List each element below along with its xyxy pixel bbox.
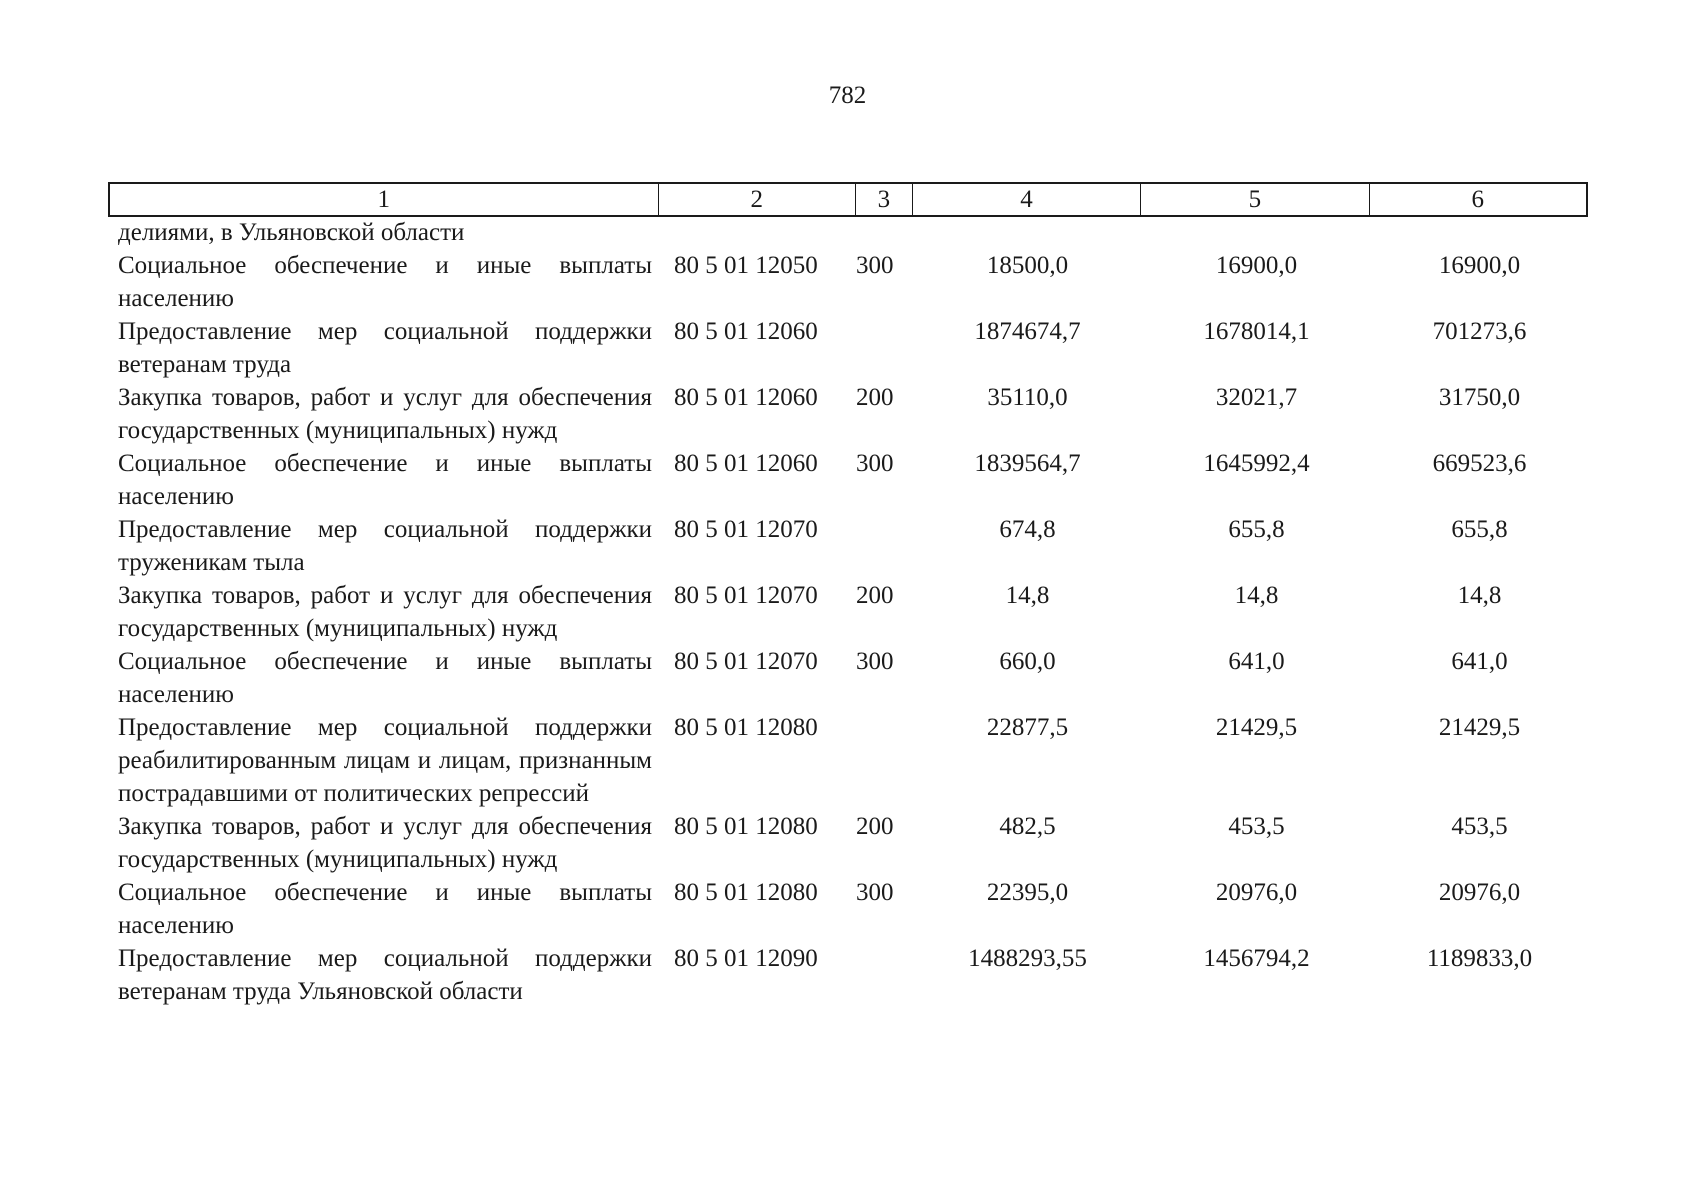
table-row	[108, 249, 1588, 315]
header-col-6: 6	[1471, 186, 1485, 213]
row-description: Социальное обеспечение и иные выплаты населению	[118, 879, 652, 939]
continuation-text: делиями, в Ульяновской области	[118, 219, 465, 246]
table-row	[108, 579, 1588, 645]
row-value-col-4: 14,8	[1005, 582, 1050, 609]
table-row	[108, 810, 1588, 876]
header-col-1: 1	[110, 184, 659, 215]
row-value-col-6: 641,0	[1451, 648, 1508, 675]
header-col-5: 5	[1141, 184, 1369, 215]
header-col-2: 2	[659, 184, 856, 215]
table-row	[108, 645, 1588, 711]
row-value-col-4: 35110,0	[987, 384, 1068, 411]
table-row	[108, 381, 1588, 447]
page-number: 782	[828, 82, 867, 109]
row-target-code: 80 5 01 12060	[674, 318, 818, 345]
row-expense-type: 200	[856, 582, 894, 609]
row-value-col-5: 32021,7	[1215, 384, 1298, 411]
table-row	[108, 942, 1588, 1008]
row-description: Предоставление мер социальной поддержки реабилитированным лицам и лицам, признанным пострадавшими от политических репрессий	[118, 714, 652, 807]
header-col-3: 3	[856, 184, 913, 215]
row-value-col-6: 31750,0	[1438, 384, 1521, 411]
row-value-col-6: 14,8	[1457, 582, 1502, 609]
row-value-col-5: 641,0	[1228, 648, 1285, 675]
row-value-col-6: 1189833,0	[1426, 945, 1533, 972]
row-expense-type: 300	[856, 450, 894, 477]
row-value-col-5: 1456794,2	[1203, 945, 1310, 972]
row-value-col-6: 21429,5	[1438, 714, 1521, 741]
row-value-col-4: 660,0	[999, 648, 1056, 675]
row-value-col-5: 655,8	[1228, 516, 1285, 543]
row-value-col-4: 22395,0	[986, 879, 1069, 906]
row-value-col-5: 16900,0	[1215, 252, 1298, 279]
row-value-col-5: 1678014,1	[1203, 318, 1310, 345]
table-row	[108, 315, 1588, 381]
row-expense-type: 300	[856, 648, 894, 675]
row-value-col-4: 482,5	[999, 813, 1056, 840]
row-description: Предоставление мер социальной поддержки ветеранам труда Ульяновской области	[118, 945, 652, 1005]
row-value-col-6: 20976,0	[1438, 879, 1521, 906]
row-value-col-4: 1839564,7	[974, 450, 1081, 477]
row-expense-type: 200	[856, 813, 894, 840]
row-value-col-5: 20976,0	[1215, 879, 1298, 906]
budget-table	[108, 182, 1588, 1008]
row-target-code: 80 5 01 12080	[674, 879, 818, 906]
row-description: Социальное обеспечение и иные выплаты населению	[118, 252, 652, 312]
table-row	[108, 447, 1588, 513]
row-description: Закупка товаров, работ и услуг для обеспечения государственных (муниципальных) нужд	[118, 384, 652, 444]
row-value-col-6: 701273,6	[1432, 318, 1527, 345]
row-description: Социальное обеспечение и иные выплаты населению	[118, 450, 652, 510]
row-target-code: 80 5 01 12050	[674, 252, 818, 279]
row-expense-type: 300	[856, 879, 894, 906]
continuation-row	[108, 217, 1588, 249]
row-value-col-4: 18500,0	[986, 252, 1069, 279]
row-description: Предоставление мер социальной поддержки труженикам тыла	[118, 516, 652, 576]
table-row	[108, 513, 1588, 579]
table-body	[108, 217, 1588, 1008]
row-value-col-5: 1645992,4	[1203, 450, 1310, 477]
row-expense-type: 300	[856, 252, 894, 279]
row-target-code: 80 5 01 12080	[674, 813, 818, 840]
table-row	[108, 876, 1588, 942]
row-value-col-6: 16900,0	[1438, 252, 1521, 279]
table-row	[108, 711, 1588, 810]
row-target-code: 80 5 01 12080	[674, 714, 818, 741]
row-value-col-4: 1488293,55	[968, 945, 1087, 972]
row-value-col-4: 674,8	[999, 516, 1056, 543]
row-value-col-5: 453,5	[1228, 813, 1285, 840]
row-value-col-5: 14,8	[1234, 582, 1279, 609]
row-target-code: 80 5 01 12070	[674, 648, 818, 675]
row-description: Предоставление мер социальной поддержки ветеранам труда	[118, 318, 652, 378]
table-header-row	[108, 182, 1588, 217]
row-target-code: 80 5 01 12070	[674, 582, 818, 609]
row-target-code: 80 5 01 12090	[674, 945, 818, 972]
row-value-col-4: 1874674,7	[974, 318, 1081, 345]
row-description: Социальное обеспечение и иные выплаты населению	[118, 648, 652, 708]
header-col-4: 4	[913, 184, 1141, 215]
row-target-code: 80 5 01 12060	[674, 384, 818, 411]
row-value-col-4: 22877,5	[986, 714, 1069, 741]
row-value-col-6: 453,5	[1451, 813, 1508, 840]
row-description: Закупка товаров, работ и услуг для обеспечения государственных (муниципальных) нужд	[118, 813, 652, 873]
row-expense-type: 200	[856, 384, 894, 411]
row-value-col-6: 655,8	[1451, 516, 1508, 543]
row-description: Закупка товаров, работ и услуг для обеспечения государственных (муниципальных) нужд	[118, 582, 652, 642]
row-target-code: 80 5 01 12070	[674, 516, 818, 543]
row-value-col-6: 669523,6	[1432, 450, 1527, 477]
row-value-col-5: 21429,5	[1215, 714, 1298, 741]
row-target-code: 80 5 01 12060	[674, 450, 818, 477]
